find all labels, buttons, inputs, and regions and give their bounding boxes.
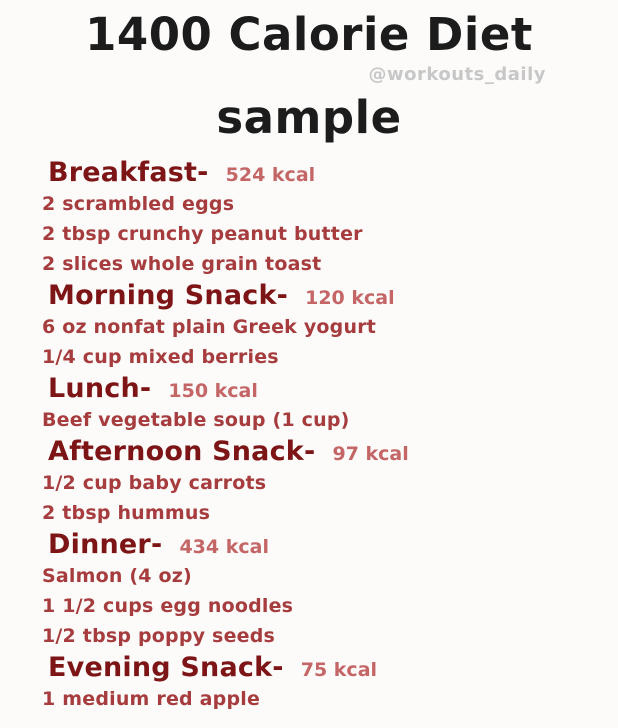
meal-kcal: 75 kcal xyxy=(300,659,378,681)
meal-item: 1/4 cup mixed berries xyxy=(42,346,279,368)
meal-kcal: 434 kcal xyxy=(179,536,269,558)
meal-header xyxy=(48,651,618,684)
meal-item: 2 tbsp hummus xyxy=(42,502,211,524)
meal-kcal: 97 kcal xyxy=(332,443,409,465)
meal-kcal: 524 kcal xyxy=(225,164,316,186)
meal-section-evening-snack xyxy=(42,651,618,714)
meal-item: 1/2 tbsp poppy seeds xyxy=(42,625,276,647)
meal-item: 2 tbsp crunchy peanut butter xyxy=(42,223,363,245)
meal-item: 1 medium red apple xyxy=(42,688,261,710)
meal-name: Breakfast- xyxy=(48,157,209,188)
meal-item: Salmon (4 oz) xyxy=(42,565,192,587)
meal-name: Afternoon Snack- xyxy=(48,436,316,467)
meal-section-afternoon-snack xyxy=(42,435,618,528)
meal-header xyxy=(48,279,618,312)
meal-kcal: 120 kcal xyxy=(305,287,395,309)
meal-name: Morning Snack- xyxy=(48,280,289,311)
page-subtitle: sample xyxy=(216,91,402,144)
meal-item: 2 scrambled eggs xyxy=(42,193,235,215)
meal-item: 1/2 cup baby carrots xyxy=(42,472,267,494)
meal-section-dinner xyxy=(42,528,618,651)
meal-name: Evening Snack- xyxy=(48,652,284,683)
meal-item: 6 oz nonfat plain Greek yogurt xyxy=(42,316,377,338)
meal-item: 2 slices whole grain toast xyxy=(42,253,322,275)
watermark-handle: @workouts_daily xyxy=(368,64,546,85)
meal-plan-list xyxy=(0,156,618,714)
meal-kcal: 150 kcal xyxy=(168,380,258,402)
meal-section-lunch xyxy=(42,372,618,435)
page-title: 1400 Calorie Diet xyxy=(85,8,533,61)
meal-header xyxy=(48,528,618,561)
meal-item: 1 1/2 cups egg noodles xyxy=(42,595,294,617)
meal-section-breakfast xyxy=(42,156,618,279)
meal-item: Beef vegetable soup (1 cup) xyxy=(42,409,350,431)
meal-section-morning-snack xyxy=(42,279,618,372)
meal-name: Dinner- xyxy=(48,529,163,560)
meal-name: Lunch- xyxy=(48,373,152,404)
meal-header xyxy=(48,156,618,189)
meal-header xyxy=(48,435,618,468)
meal-header xyxy=(48,372,618,405)
